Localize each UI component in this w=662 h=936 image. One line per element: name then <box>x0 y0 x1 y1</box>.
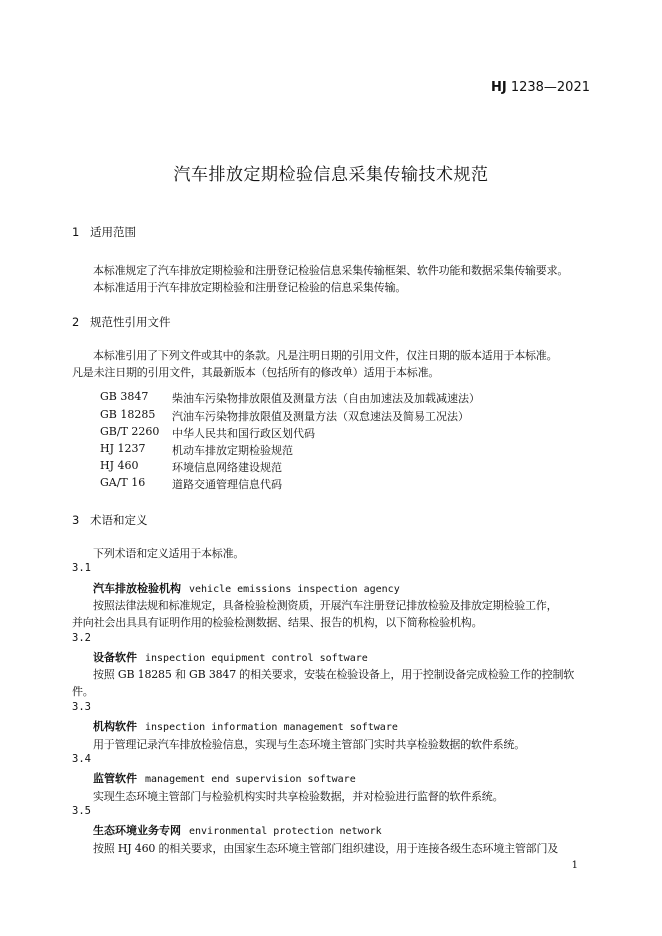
term-number: 3.3 <box>72 701 91 713</box>
reference-code: GB/T 2260 <box>100 425 160 438</box>
reference-code: GA/T 16 <box>100 476 146 489</box>
term-definition-line-1: 按照 GB 18285 和 GB 3847 的相关要求，安装在检验设备上，用于控制设备完成检验工作的控制软 <box>93 668 575 681</box>
term-definition-line-2: 并向社会出具具有证明作用的检验检测数据、结果、报告的机构，以下简称检验机构。 <box>72 616 483 629</box>
section-2-title: 规范性引用文件 <box>90 315 171 329</box>
term-heading <box>93 718 398 734</box>
section-3-number: 3 <box>72 513 80 527</box>
term-heading <box>93 822 382 838</box>
document-title: 汽车排放定期检验信息采集传输技术规范 <box>173 165 489 185</box>
reference-title: 中华人民共和国行政区划代码 <box>172 427 315 440</box>
standard-code-number: 1238—2021 <box>506 80 590 95</box>
section-3-heading <box>72 512 148 528</box>
section-2-number: 2 <box>72 315 80 329</box>
term-definition-line-1: 按照法律法规和标准规定，具备检验检测资质，开展汽车注册登记排放检验及排放定期检验工作， <box>93 599 558 612</box>
section-3-intro: 下列术语和定义适用于本标准。 <box>93 547 245 560</box>
term-definition-line-1: 按照 HJ 460 的相关要求，由国家生态环境主管部门组织建设，用于连接各级生态环境主管部门及 <box>93 842 559 855</box>
term-chinese: 设备软件 <box>93 651 137 664</box>
section-1-title: 适用范围 <box>90 225 136 239</box>
term-number: 3.5 <box>72 805 91 817</box>
term-english: inspection information management software <box>145 722 398 733</box>
term-number: 3.1 <box>72 562 91 574</box>
term-definition-line-2: 件。 <box>72 685 94 698</box>
section-2-paragraph-line-1: 本标准引用了下列文件或其中的条款。凡是注明日期的引用文件，仅注日期的版本适用于本标准。 <box>93 349 558 362</box>
term-chinese: 机构软件 <box>93 720 137 733</box>
section-1-paragraph-2: 本标准适用于汽车排放定期检验和注册登记检验的信息采集传输。 <box>93 281 407 294</box>
term-heading <box>93 649 368 665</box>
term-definition-line-1: 实现生态环境主管部门与检验机构实时共享检验数据，并对检验进行监督的软件系统。 <box>93 790 504 803</box>
term-definition-line-1: 用于管理记录汽车排放检验信息，实现与生态环境主管部门实时共享检验数据的软件系统。 <box>93 738 525 751</box>
reference-title: 环境信息网络建设规范 <box>172 461 282 474</box>
term-heading <box>93 770 356 786</box>
term-chinese: 汽车排放检验机构 <box>93 582 181 595</box>
term-number: 3.2 <box>72 632 91 644</box>
section-1-heading <box>72 224 136 240</box>
section-2-paragraph-line-2: 凡是未注日期的引用文件，其最新版本（包括所有的修改单）适用于本标准。 <box>72 366 440 379</box>
term-heading <box>93 580 400 596</box>
reference-title: 柴油车污染物排放限值及测量方法（自由加速法及加载减速法） <box>172 392 480 405</box>
reference-code: GB 3847 <box>100 390 149 403</box>
standard-code-prefix: HJ <box>490 80 507 95</box>
term-english: inspection equipment control software <box>145 653 368 664</box>
term-english: vehicle emissions inspection agency <box>189 584 400 595</box>
term-number: 3.4 <box>72 753 91 765</box>
term-chinese: 监管软件 <box>93 772 137 785</box>
section-2-heading <box>72 314 171 330</box>
reference-code: HJ 460 <box>100 459 139 472</box>
page-number: 1 <box>571 860 578 871</box>
term-english: management end supervision software <box>145 774 356 785</box>
section-3-title: 术语和定义 <box>90 513 148 527</box>
reference-code: HJ 1237 <box>100 442 146 455</box>
reference-title: 汽油车污染物排放限值及测量方法（双怠速法及简易工况法） <box>172 410 469 423</box>
term-english: environmental protection network <box>189 826 382 837</box>
reference-title: 机动车排放定期检验规范 <box>172 444 293 457</box>
section-1-number: 1 <box>72 225 80 239</box>
reference-title: 道路交通管理信息代码 <box>172 478 282 491</box>
term-chinese: 生态环境业务专网 <box>93 824 181 837</box>
standard-code <box>491 80 590 95</box>
reference-code: GB 18285 <box>100 408 156 421</box>
section-1-paragraph-1: 本标准规定了汽车排放定期检验和注册登记检验信息采集传输框架、软件功能和数据采集传输要求。 <box>93 264 569 277</box>
